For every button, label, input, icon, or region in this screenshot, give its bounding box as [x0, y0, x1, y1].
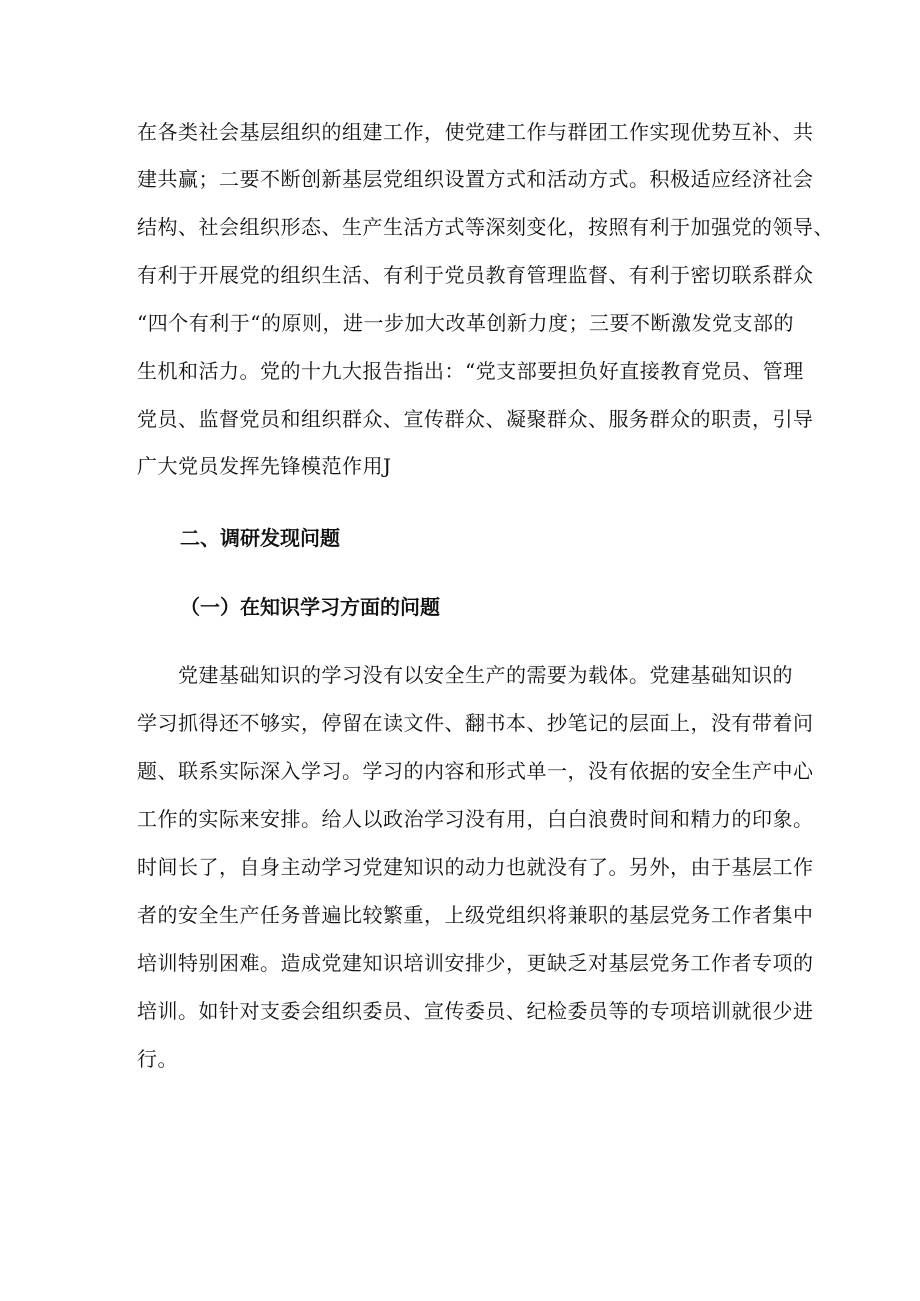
paragraph-line: 行。	[137, 1047, 178, 1071]
paragraph-line: 建共赢；二要不断创新基层党组织设置方式和活动方式。积极适应经济社会	[137, 167, 814, 191]
paragraph-line: 学习抓得还不够实，停留在读文件、翻书本、抄笔记的层面上，没有带着问	[137, 711, 814, 735]
section-heading: 二、调研发现问题	[180, 526, 340, 550]
paragraph-line: 时间长了，自身主动学习党建知识的动力也就没有了。另外，由于基层工作	[137, 855, 814, 879]
subsection-heading: （一）在知识学习方面的问题	[180, 595, 440, 619]
paragraph-line: 广大党员发挥先锋模范作用J	[137, 454, 392, 478]
paragraph-line: 培训。如针对支委会组织委员、宣传委员、纪检委员等的专项培训就很少进	[137, 999, 814, 1023]
paragraph-line: 者的安全生产任务普遍比较繁重，上级党组织将兼职的基层党务工作者集中	[137, 903, 814, 927]
paragraph-line: 在各类社会基层组织的组建工作，使党建工作与群团工作实现优势互补、共	[137, 120, 814, 144]
paragraph-line-indented: 党建基础知识的学习没有以安全生产的需要为载体。党建基础知识的	[178, 663, 793, 687]
paragraph-line: 党员、监督党员和组织群众、宣传群众、凝聚群众、服务群众的职责，引导	[137, 407, 814, 431]
paragraph-line: 题、联系实际深入学习。学习的内容和形式单一，没有依据的安全生产中心	[137, 759, 814, 783]
paragraph-line: 有利于开展党的组织生活、有利于党员教育管理监督、有利于密切联系群众	[137, 263, 814, 287]
paragraph-line: “四个有利于“的原则，进一步加大改革创新力度；三要不断激发党支部的	[137, 311, 794, 335]
paragraph-line: 工作的实际来安排。给人以政治学习没有用，白白浪费时间和精力的印象。	[137, 807, 814, 831]
paragraph-line: 培训特别困难。造成党建知识培训安排少，更缺乏对基层党务工作者专项的	[137, 951, 814, 975]
paragraph-line: 结构、社会组织形态、生产生活方式等深刻变化，按照有利于加强党的领导、	[137, 215, 834, 239]
paragraph-line: 生机和活力。党的十九大报告指出：“党支部要担负好直接教育党员、管理	[137, 359, 804, 383]
